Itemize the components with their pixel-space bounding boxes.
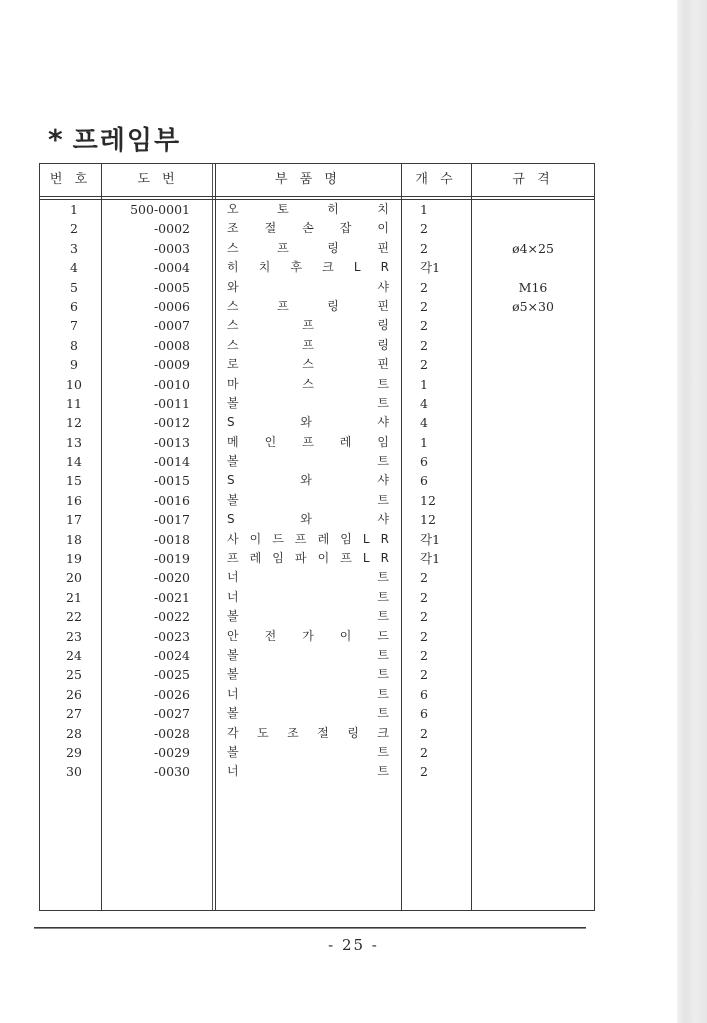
part-name-char: 너: [227, 570, 239, 585]
part-name-char: 이: [377, 221, 389, 236]
part-name-char: 마: [227, 376, 239, 391]
row-part-name: [227, 297, 389, 316]
row-number: 17: [66, 512, 82, 528]
part-name-char: 가: [302, 628, 314, 643]
part-name-char: 볼: [227, 744, 239, 759]
part-name-char: 이: [339, 628, 352, 643]
part-name-char: 레: [339, 434, 352, 449]
row-quantity: 4: [420, 395, 428, 411]
row-quantity: 2: [420, 589, 428, 605]
row-quantity: 6: [420, 706, 428, 722]
part-name-char: 이: [249, 531, 262, 546]
part-name-char: 드: [272, 531, 284, 546]
row-specification: ø5×30: [512, 298, 554, 314]
row-number: 16: [66, 492, 82, 508]
part-name-char: 샤: [377, 512, 389, 527]
row-part-name: [227, 743, 389, 762]
part-name-char: S: [227, 415, 235, 430]
table-row: [40, 239, 596, 258]
row-number: 23: [66, 628, 82, 644]
part-name-char: 트: [377, 647, 389, 662]
footer-rule: [34, 927, 586, 928]
table-row: [40, 316, 596, 335]
row-drawing-number: -0005: [153, 279, 190, 295]
part-name-char: 트: [377, 667, 389, 682]
row-number: 7: [70, 318, 78, 334]
part-name-char: 프: [302, 318, 314, 333]
row-quantity: 2: [420, 221, 428, 237]
table-row: [40, 219, 596, 238]
header-drawing-number: 도 번: [137, 172, 179, 187]
table-row: [40, 375, 596, 394]
row-drawing-number: -0014: [153, 454, 190, 470]
part-name-char: 크: [322, 260, 334, 275]
row-part-name: [227, 336, 389, 355]
row-number: 22: [66, 609, 82, 625]
row-quantity: 각1: [420, 260, 441, 276]
row-drawing-number: -0006: [153, 298, 190, 314]
part-name-char: 트: [377, 492, 389, 507]
part-name-char: 전: [264, 628, 277, 643]
part-name-char: 임: [377, 434, 389, 449]
row-part-name: [227, 627, 389, 646]
header-quantity: 개 수: [415, 172, 457, 187]
part-name-char: S: [227, 473, 235, 488]
part-name-char: 스: [227, 240, 239, 255]
part-name-char: 치: [377, 202, 389, 216]
part-name-char: 잡: [339, 221, 352, 236]
row-specification: M16: [518, 279, 548, 295]
table-row: [40, 724, 596, 743]
part-name-char: 도: [257, 725, 269, 740]
table-row: [40, 530, 596, 549]
row-number: 29: [66, 744, 82, 760]
row-quantity: 2: [420, 764, 428, 780]
part-name-char: 드: [377, 628, 389, 643]
part-name-char: 레: [249, 551, 262, 566]
part-name-char: 볼: [227, 609, 239, 624]
part-name-char: 프: [340, 551, 352, 566]
row-part-name: [227, 762, 389, 781]
row-drawing-number: -0025: [153, 667, 190, 683]
table-row: [40, 762, 596, 781]
part-name-char: 샤: [377, 279, 389, 294]
part-name-char: 트: [377, 454, 389, 469]
row-quantity: 4: [420, 415, 428, 431]
row-part-name: [227, 549, 389, 568]
row-part-name: [227, 510, 389, 529]
part-name-char: 링: [347, 725, 359, 740]
part-name-char: 트: [377, 764, 389, 779]
part-name-char: 와: [227, 279, 239, 294]
row-number: 30: [66, 764, 82, 780]
row-part-name: [227, 588, 389, 607]
part-name-char: 파: [294, 551, 307, 566]
row-drawing-number: -0026: [153, 686, 190, 702]
row-part-name: [227, 471, 389, 490]
row-drawing-number: -0029: [153, 744, 190, 760]
row-drawing-number: -0030: [153, 764, 190, 780]
row-quantity: 2: [420, 570, 428, 586]
row-drawing-number: -0013: [153, 434, 190, 450]
part-name-char: 와: [300, 473, 312, 488]
part-name-char: 치: [258, 260, 271, 275]
row-quantity: 2: [420, 628, 428, 644]
table-row: [40, 433, 596, 452]
row-quantity: 12: [420, 492, 436, 508]
table-row: [40, 588, 596, 607]
row-quantity: 12: [420, 512, 436, 528]
row-quantity: 6: [420, 473, 428, 489]
part-name-char: 링: [377, 337, 389, 352]
part-name-char: 사: [227, 531, 239, 546]
part-name-char: 샤: [377, 473, 389, 488]
row-part-name: [227, 200, 389, 219]
part-name-char: 프: [277, 240, 289, 255]
part-name-char: 프: [302, 434, 314, 449]
section-title-text: 프레임부: [72, 126, 182, 156]
row-part-name: [227, 433, 389, 452]
row-part-name: [227, 219, 389, 238]
part-name-char: 볼: [227, 395, 239, 410]
row-part-name: [227, 278, 389, 297]
row-part-name: [227, 355, 389, 374]
row-drawing-number: -0018: [153, 531, 190, 547]
part-name-char: 볼: [227, 492, 239, 507]
row-part-name: [227, 258, 389, 277]
row-part-name: [227, 394, 389, 413]
part-name-char: 스: [227, 337, 239, 352]
row-quantity: 2: [420, 318, 428, 334]
table-row: [40, 549, 596, 568]
row-specification: ø4×25: [512, 240, 554, 256]
row-part-name: [227, 607, 389, 626]
table-row: [40, 627, 596, 646]
row-drawing-number: -0015: [153, 473, 190, 489]
row-quantity: 2: [420, 337, 428, 353]
row-number: 9: [70, 357, 78, 373]
row-drawing-number: -0010: [153, 376, 190, 392]
row-quantity: 2: [420, 744, 428, 760]
table-row: [40, 258, 596, 277]
part-name-char: 샤: [377, 415, 389, 430]
row-number: 4: [70, 260, 78, 276]
row-number: 5: [70, 279, 78, 295]
row-quantity: 2: [420, 667, 428, 683]
part-name-char: 프: [294, 531, 307, 546]
row-number: 12: [66, 415, 82, 431]
part-name-char: L: [362, 551, 370, 566]
row-quantity: 1: [420, 376, 428, 392]
part-name-char: 조: [227, 221, 239, 236]
table-row: [40, 568, 596, 587]
part-name-char: 트: [377, 395, 389, 410]
row-number: 11: [66, 395, 82, 411]
row-quantity: 2: [420, 647, 428, 663]
part-name-char: 트: [377, 609, 389, 624]
row-part-name: [227, 239, 389, 258]
row-quantity: 2: [420, 609, 428, 625]
asterisk-icon: *: [48, 123, 65, 156]
part-name-char: 각: [227, 725, 239, 740]
part-name-char: R: [380, 551, 389, 566]
part-name-char: 볼: [227, 706, 239, 721]
row-part-name: [227, 724, 389, 743]
part-name-char: 프: [277, 298, 289, 313]
row-number: 19: [66, 551, 82, 567]
table-row: [40, 510, 596, 529]
part-name-char: 스: [227, 298, 239, 313]
part-name-char: 임: [272, 551, 284, 566]
row-number: 20: [66, 570, 82, 586]
part-name-char: 너: [227, 686, 239, 701]
row-number: 14: [66, 454, 82, 470]
table-row: [40, 452, 596, 471]
header-part-name: 부 품 명: [275, 172, 341, 187]
row-quantity: 각1: [420, 551, 441, 567]
part-name-char: 볼: [227, 667, 239, 682]
row-drawing-number: 500-0001: [130, 202, 190, 217]
part-name-char: 인: [264, 434, 277, 449]
row-number: 27: [66, 706, 82, 722]
part-name-char: R: [380, 260, 389, 275]
row-number: 13: [66, 434, 82, 450]
row-drawing-number: -0002: [153, 221, 190, 237]
part-name-char: 링: [327, 298, 339, 313]
table-row: [40, 607, 596, 626]
row-number: 6: [70, 298, 78, 314]
part-name-char: L: [362, 531, 370, 546]
part-name-char: L: [353, 260, 361, 275]
parts-table: [39, 163, 595, 911]
row-drawing-number: -0004: [153, 260, 190, 276]
table-row: [40, 743, 596, 762]
row-number: 3: [70, 240, 78, 256]
table-row: [40, 336, 596, 355]
table-row: [40, 491, 596, 510]
part-name-char: 링: [327, 240, 339, 255]
row-part-name: [227, 568, 389, 587]
part-name-char: 스: [302, 357, 314, 372]
table-row: [40, 471, 596, 490]
row-part-name: [227, 685, 389, 704]
table-row: [40, 685, 596, 704]
row-number: 10: [66, 376, 82, 392]
part-name-char: 오: [227, 202, 239, 216]
part-name-char: 메: [227, 434, 239, 449]
part-name-char: 너: [227, 764, 239, 779]
row-drawing-number: -0028: [153, 725, 190, 741]
row-part-name: [227, 646, 389, 665]
row-part-name: [227, 413, 389, 432]
row-part-name: [227, 530, 389, 549]
part-name-char: 프: [227, 551, 239, 566]
row-part-name: [227, 491, 389, 510]
row-number: 18: [66, 531, 82, 547]
row-drawing-number: -0024: [153, 647, 190, 663]
row-drawing-number: -0003: [153, 240, 190, 256]
row-quantity: 1: [420, 434, 428, 450]
row-drawing-number: -0022: [153, 609, 190, 625]
part-name-char: 와: [300, 512, 312, 527]
row-number: 8: [70, 337, 78, 353]
part-name-char: 스: [302, 376, 314, 391]
header-number: 번 호: [49, 172, 92, 187]
page-edge-shadow: [677, 0, 707, 1023]
row-quantity: 2: [420, 240, 428, 256]
row-number: 28: [66, 725, 82, 741]
part-name-char: 로: [227, 357, 239, 372]
row-number: 25: [66, 667, 82, 683]
part-name-char: 절: [264, 221, 277, 236]
row-part-name: [227, 665, 389, 684]
part-name-char: 볼: [227, 647, 239, 662]
part-name-char: S: [227, 512, 235, 527]
part-name-char: 토: [277, 202, 289, 216]
row-part-name: [227, 704, 389, 723]
part-name-char: 크: [377, 725, 389, 740]
table-row: [40, 394, 596, 413]
row-number: 2: [70, 221, 78, 237]
row-number: 1: [70, 202, 78, 217]
table-row: [40, 355, 596, 374]
row-number: 21: [66, 589, 82, 605]
table-row: [40, 297, 596, 316]
table-row: [40, 665, 596, 684]
table-row: [40, 704, 596, 723]
row-drawing-number: -0009: [153, 357, 190, 373]
part-name-char: 손: [302, 221, 314, 236]
row-drawing-number: -0027: [153, 706, 190, 722]
part-name-char: 볼: [227, 454, 239, 469]
row-drawing-number: -0016: [153, 492, 190, 508]
part-name-char: 히: [327, 202, 339, 216]
row-quantity: 각1: [420, 531, 441, 547]
row-drawing-number: -0011: [153, 395, 190, 411]
row-quantity: 6: [420, 686, 428, 702]
row-drawing-number: -0012: [153, 415, 190, 431]
part-name-char: 트: [377, 706, 389, 721]
row-quantity: 6: [420, 454, 428, 470]
part-name-char: 트: [377, 744, 389, 759]
part-name-char: 핀: [377, 240, 389, 255]
row-drawing-number: -0021: [153, 589, 190, 605]
row-drawing-number: -0019: [153, 551, 190, 567]
part-name-char: 핀: [377, 357, 389, 372]
section-title: [48, 120, 181, 157]
part-name-char: 레: [317, 531, 330, 546]
row-drawing-number: -0023: [153, 628, 190, 644]
part-name-char: 트: [377, 589, 389, 604]
row-number: 24: [66, 647, 82, 663]
part-name-char: R: [380, 531, 389, 546]
header-specification: 규 격: [512, 172, 554, 187]
part-name-char: 와: [300, 415, 312, 430]
part-name-char: 프: [302, 337, 314, 352]
part-name-char: 핀: [377, 298, 389, 313]
part-name-char: 트: [377, 376, 389, 391]
table-row: [40, 413, 596, 432]
part-name-char: 임: [340, 531, 352, 546]
row-quantity: 2: [420, 357, 428, 373]
row-part-name: [227, 452, 389, 471]
part-name-char: 스: [227, 318, 239, 333]
row-drawing-number: -0008: [153, 337, 190, 353]
part-name-char: 절: [317, 725, 329, 740]
part-name-char: 히: [227, 260, 239, 275]
row-quantity: 2: [420, 298, 428, 314]
page-number: - 25 -: [328, 936, 379, 954]
part-name-char: 안: [227, 628, 239, 643]
part-name-char: 조: [287, 725, 299, 740]
row-part-name: [227, 316, 389, 335]
part-name-char: 후: [290, 260, 302, 275]
part-name-char: 너: [227, 589, 239, 604]
row-quantity: 2: [420, 279, 428, 295]
row-quantity: 2: [420, 725, 428, 741]
part-name-char: 트: [377, 686, 389, 701]
part-name-char: 링: [377, 318, 389, 333]
table-row: [40, 200, 596, 219]
row-drawing-number: -0017: [153, 512, 190, 528]
row-part-name: [227, 375, 389, 394]
table-row: [40, 278, 596, 297]
row-quantity: 1: [420, 202, 428, 217]
part-name-char: 이: [317, 551, 330, 566]
part-name-char: 트: [377, 570, 389, 585]
row-number: 15: [66, 473, 82, 489]
row-number: 26: [66, 686, 82, 702]
table-row: [40, 646, 596, 665]
row-drawing-number: -0007: [153, 318, 190, 334]
row-drawing-number: -0020: [153, 570, 190, 586]
table-body: [40, 200, 596, 782]
